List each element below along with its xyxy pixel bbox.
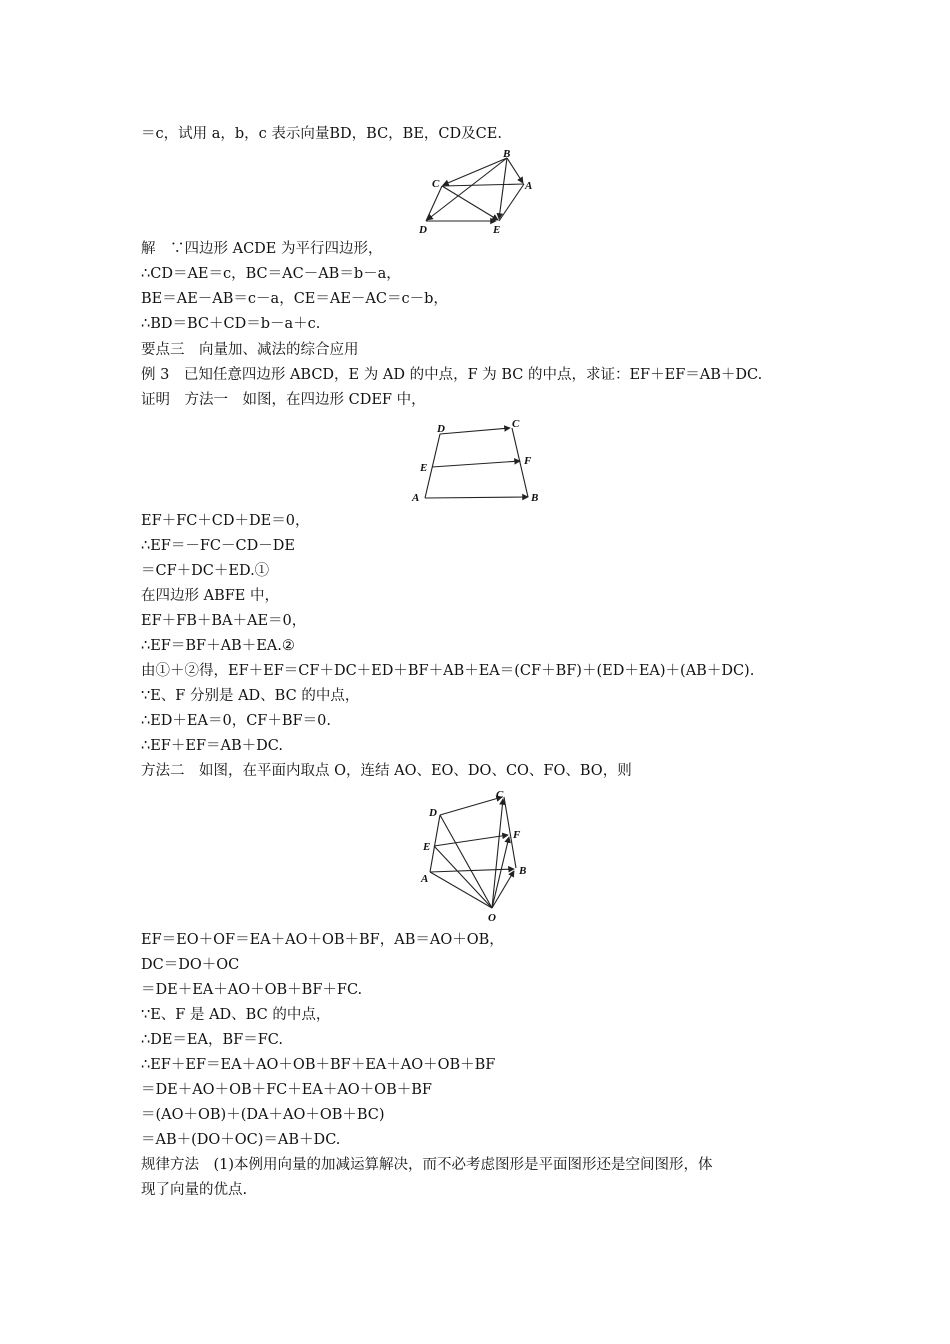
segment-oa (430, 872, 492, 908)
vector-be (499, 158, 507, 219)
text-line-18: ∴EF＋EF＝AB＋DC. (141, 738, 283, 754)
segment-ca (442, 184, 524, 186)
text-line-3: ∴CD＝AE＝c，BC＝AC－AB＝b－a， (141, 266, 401, 282)
text-line-14: ∴EF＝BF＋AB＋EA.② (141, 638, 295, 654)
method-summary-cont: 现了向量的优点. (141, 1182, 248, 1198)
text-line-9: EF＋FC＋CD＋DE＝0， (141, 513, 310, 529)
text-line-24: ∴DE＝EA，BF＝FC. (141, 1032, 283, 1048)
figure-quadrilateral-method-1 (406, 414, 546, 506)
label-a: A (525, 180, 533, 192)
proof-method-1: 证明 方法一 如图，在四边形 CDEF 中， (141, 392, 426, 408)
text-line-21: DC＝DO＋OC (141, 957, 240, 973)
text-line-12: 在四边形 ABFE 中， (141, 588, 279, 604)
vector-dc (440, 428, 510, 434)
text-line-23: ∵E、F 是 AD、BC 的中点， (141, 1007, 331, 1023)
text-line-1: ＝c，试用 a，b，c 表示向量BD，BC，BE，CD及CE. (141, 126, 502, 142)
label-o: O (488, 912, 496, 924)
text-line-27: ＝(AO＋OB)＋(DA＋AO＋OB＋BC) (141, 1107, 385, 1123)
text-line-25: ∴EF＋EF＝EA＋AO＋OB＋BF＋EA＋AO＋OB＋BF (141, 1057, 496, 1073)
label-a: A (412, 492, 420, 504)
section-heading: 要点三 向量加、减法的综合应用 (141, 342, 359, 358)
vector-ce (442, 186, 498, 220)
label-d: D (437, 423, 445, 435)
label-c: C (512, 418, 520, 430)
text-line-17: ∴ED＋EA＝0，CF＋BF＝0. (141, 713, 331, 729)
text-line-13: EF＋FB＋BA＋AE＝0， (141, 613, 307, 629)
proof-method-2: 方法二 如图，在平面内取点 O，连结 AO、EO、DO、CO、FO、BO，则 (141, 763, 632, 779)
label-e: E (420, 462, 428, 474)
text-line-4: BE＝AE－AB＝c－a，CE＝AE－AC＝c－b， (141, 291, 448, 307)
example-3-statement: 例 3 已知任意四边形 ABCD，E 为 AD 的中点，F 为 BC 的中点，求证：EF＋EF＝AB＋DC. (141, 367, 763, 383)
text-line-15: 由①＋②得，EF＋EF＝CF＋DC＋ED＋BF＋AB＋EA＝(CF＋BF)＋(ED＋EA)＋(AB＋DC). (141, 663, 755, 679)
label-e: E (423, 841, 431, 853)
vector-ba (507, 158, 523, 183)
text-line-22: ＝DE＋EA＋AO＋OB＋BF＋FC. (141, 982, 363, 998)
segment-da (430, 815, 440, 872)
text-line-10: ∴EF＝－FC－CD－DE (141, 538, 295, 554)
label-a: A (421, 873, 429, 885)
vector-ef (432, 461, 520, 467)
vector-dc (440, 797, 502, 815)
text-line-2: 解 ∵四边形 ACDE 为平行四边形， (141, 241, 383, 257)
text-line-11: ＝CF＋DC＋ED.① (141, 563, 270, 579)
label-d: D (429, 807, 437, 819)
label-b: B (519, 865, 527, 877)
vector-of (492, 837, 509, 908)
label-e: E (493, 224, 501, 236)
label-b: B (531, 492, 539, 504)
text-line-20: EF＝EO＋OF＝EA＋AO＋OB＋BF，AB＝AO＋OB， (141, 932, 504, 948)
method-summary: 规律方法 (1)本例用向量的加减运算解决，而不必考虑图形是平面图形还是空间图形，体 (141, 1157, 713, 1173)
segment-dc (426, 186, 442, 221)
figure-quadrilateral-method-2 (412, 784, 536, 926)
label-f: F (524, 455, 532, 467)
text-line-26: ＝DE＋AO＋OB＋FC＋EA＋AO＋OB＋BF (141, 1082, 432, 1098)
text-line-28: ＝AB＋(DO＋OC)＝AB＋DC. (141, 1132, 341, 1148)
label-c: C (496, 789, 504, 801)
label-d: D (419, 224, 427, 236)
figure-parallelogram-acde (412, 146, 542, 236)
label-f: F (513, 829, 521, 841)
label-c: C (432, 178, 440, 190)
label-b: B (503, 148, 511, 160)
vector-ab (425, 497, 528, 498)
text-line-16: ∵E、F 分别是 AD、BC 的中点， (141, 688, 360, 704)
text-line-5: ∴BD＝BC＋CD＝b－a＋c. (141, 316, 321, 332)
vector-bc (443, 158, 507, 185)
vector-ef (434, 835, 508, 846)
